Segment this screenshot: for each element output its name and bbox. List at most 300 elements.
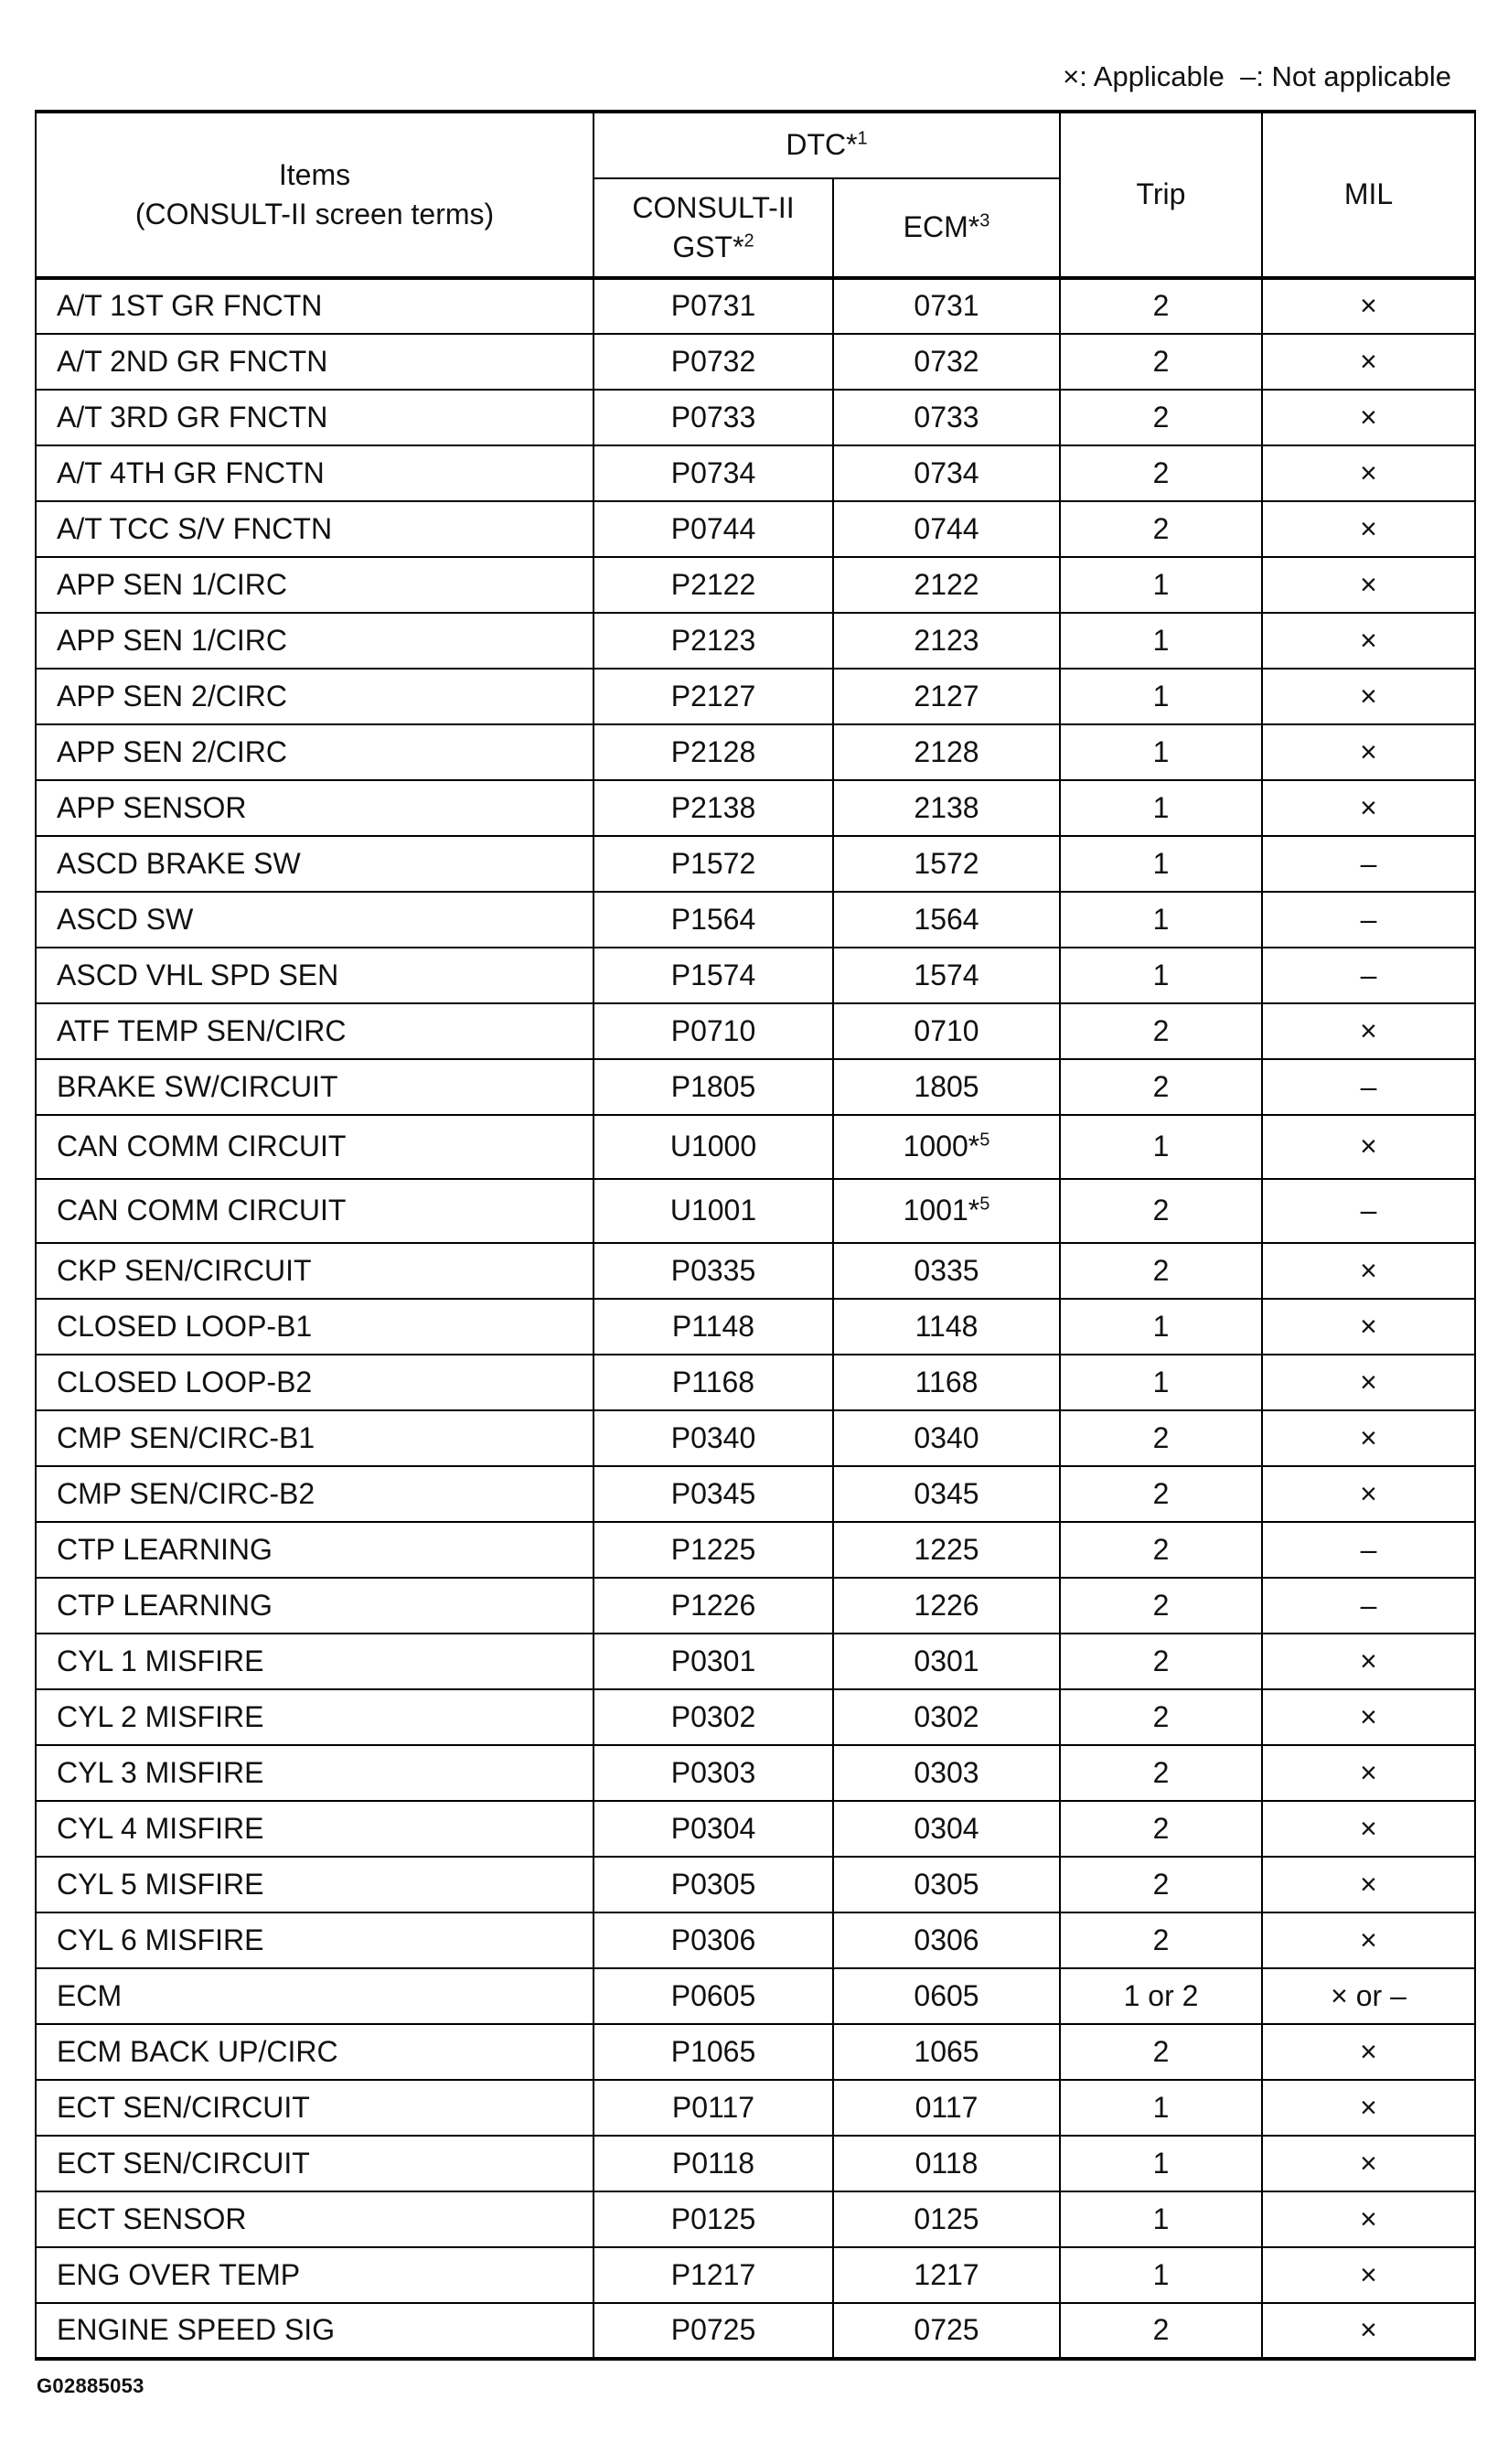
item-cell bbox=[36, 2303, 594, 2359]
consult-code-cell-text: U1000 bbox=[669, 1130, 757, 1163]
mil-cell-text: × bbox=[1360, 1755, 1377, 1789]
trip-cell-text: 1 bbox=[1152, 2257, 1170, 2291]
ecm-code-cell bbox=[833, 1522, 1060, 1578]
ecm-code-cell bbox=[833, 2024, 1060, 2080]
table-row bbox=[36, 613, 1475, 669]
item-cell-text: CYL 2 MISFIRE bbox=[57, 1699, 264, 1733]
mil-cell-text: – bbox=[1360, 1194, 1377, 1227]
item-cell bbox=[36, 1578, 594, 1634]
trip-cell bbox=[1060, 1968, 1262, 2024]
dtc-table bbox=[35, 110, 1476, 2361]
trip-cell-text: 1 bbox=[1152, 1130, 1170, 1163]
mil-cell bbox=[1262, 501, 1475, 557]
ecm-code-cell-text: 0744 bbox=[914, 511, 979, 545]
mil-cell-text: × bbox=[1360, 790, 1377, 824]
consult-code-cell bbox=[594, 948, 833, 1003]
trip-cell bbox=[1060, 613, 1262, 669]
item-cell bbox=[36, 1745, 594, 1801]
consult-code-cell bbox=[594, 669, 833, 724]
consult-code-cell bbox=[594, 724, 833, 780]
ecm-code-cell bbox=[833, 2136, 1060, 2191]
item-cell-text: ASCD BRAKE SW bbox=[57, 846, 301, 880]
mil-cell bbox=[1262, 669, 1475, 724]
item-cell bbox=[36, 836, 594, 892]
consult-code-cell-text: P0304 bbox=[670, 1811, 756, 1845]
consult-code-cell-text: P0125 bbox=[670, 2202, 756, 2235]
table-row bbox=[36, 1522, 1475, 1578]
ecm-code-cell bbox=[833, 1968, 1060, 2024]
consult-code-cell bbox=[594, 1355, 833, 1410]
ecm-code-cell bbox=[833, 1578, 1060, 1634]
consult-code-cell-text: U1001 bbox=[669, 1194, 757, 1227]
mil-cell bbox=[1262, 1857, 1475, 1912]
mil-cell bbox=[1262, 390, 1475, 445]
item-cell-text: CYL 6 MISFIRE bbox=[57, 1923, 264, 1956]
ecm-code-cell-text: 0335 bbox=[914, 1253, 979, 1287]
item-cell-text: ECM BACK UP/CIRC bbox=[57, 2034, 338, 2068]
table-row bbox=[36, 2024, 1475, 2080]
trip-cell bbox=[1060, 836, 1262, 892]
ecm-header bbox=[833, 178, 1060, 278]
not-applicable-text: : Not applicable bbox=[1256, 60, 1451, 92]
mil-cell bbox=[1262, 892, 1475, 948]
trip-cell bbox=[1060, 1857, 1262, 1912]
mil-cell-text: × bbox=[1360, 1476, 1377, 1510]
mil-cell bbox=[1262, 836, 1475, 892]
consult-code-cell bbox=[594, 1522, 833, 1578]
trip-cell bbox=[1060, 1912, 1262, 1968]
consult-code-cell bbox=[594, 1003, 833, 1059]
trip-cell-text: 1 bbox=[1152, 623, 1170, 657]
table-row bbox=[36, 1634, 1475, 1689]
ecm-code-cell-text: 1226 bbox=[914, 1588, 979, 1622]
mil-cell bbox=[1262, 1355, 1475, 1410]
figure-id: G02885053 bbox=[37, 2374, 144, 2397]
trip-cell bbox=[1060, 278, 1262, 334]
trip-cell bbox=[1060, 1115, 1262, 1179]
ecm-code-cell bbox=[833, 948, 1060, 1003]
trip-cell bbox=[1060, 390, 1262, 445]
ecm-code-cell-text: 1148 bbox=[914, 1309, 979, 1343]
consult-code-cell bbox=[594, 2191, 833, 2247]
item-cell bbox=[36, 278, 594, 334]
item-cell bbox=[36, 1410, 594, 1466]
ecm-code-cell-text: 0340 bbox=[914, 1420, 979, 1454]
mil-cell bbox=[1262, 1243, 1475, 1299]
mil-cell-text: × bbox=[1360, 623, 1377, 657]
consult-code-cell-text: P1168 bbox=[671, 1365, 755, 1398]
trip-cell-text: 2 bbox=[1152, 1476, 1170, 1510]
table-row bbox=[36, 780, 1475, 836]
mil-cell bbox=[1262, 445, 1475, 501]
mil-cell-text: × bbox=[1360, 289, 1377, 323]
trip-cell-text: 2 bbox=[1152, 2034, 1170, 2068]
consult-code-cell bbox=[594, 2024, 833, 2080]
consult-code-cell bbox=[594, 1059, 833, 1115]
mil-cell-text: × bbox=[1360, 1699, 1377, 1733]
consult-code-cell bbox=[594, 1243, 833, 1299]
trip-cell-text: 2 bbox=[1152, 1755, 1170, 1789]
item-cell bbox=[36, 948, 594, 1003]
item-cell bbox=[36, 1355, 594, 1410]
consult-code-cell bbox=[594, 1578, 833, 1634]
trip-cell bbox=[1060, 334, 1262, 390]
mil-cell-text: × bbox=[1360, 679, 1377, 712]
trip-cell-text: 2 bbox=[1152, 400, 1170, 434]
consult-code-cell bbox=[594, 278, 833, 334]
consult-code-cell bbox=[594, 390, 833, 445]
mil-cell-text: – bbox=[1360, 1588, 1377, 1622]
ecm-code-cell-text: 0303 bbox=[914, 1755, 979, 1789]
mil-cell bbox=[1262, 1466, 1475, 1522]
item-cell bbox=[36, 1243, 594, 1299]
item-cell-text: APP SEN 2/CIRC bbox=[57, 734, 287, 768]
mil-cell bbox=[1262, 948, 1475, 1003]
applicable-text: : Applicable bbox=[1079, 60, 1225, 92]
ecm-code-cell-text: 0734 bbox=[914, 455, 979, 489]
trip-cell bbox=[1060, 557, 1262, 613]
item-cell-text: APP SEN 1/CIRC bbox=[57, 567, 287, 601]
mil-cell-text: × bbox=[1360, 2257, 1377, 2291]
item-cell-text: A/T 1ST GR FNCTN bbox=[57, 289, 323, 323]
item-cell bbox=[36, 892, 594, 948]
ecm-code-cell-text: 2128 bbox=[914, 734, 979, 768]
trip-cell bbox=[1060, 948, 1262, 1003]
item-cell-text: ECT SEN/CIRCUIT bbox=[57, 2146, 310, 2180]
table-row bbox=[36, 1299, 1475, 1355]
mil-cell-text: – bbox=[1360, 1532, 1377, 1566]
consult-code-cell bbox=[594, 1857, 833, 1912]
trip-cell-text: 2 bbox=[1152, 1013, 1170, 1047]
mil-header: MIL bbox=[1262, 112, 1475, 278]
trip-cell bbox=[1060, 1179, 1262, 1243]
item-cell-text: A/T 2ND GR FNCTN bbox=[57, 344, 328, 378]
trip-cell bbox=[1060, 501, 1262, 557]
trip-cell-text: 1 bbox=[1152, 679, 1170, 712]
item-cell-text: APP SENSOR bbox=[57, 790, 247, 824]
item-cell bbox=[36, 1115, 594, 1179]
consult-code-cell bbox=[594, 1968, 833, 2024]
item-cell-text: CLOSED LOOP-B2 bbox=[57, 1365, 313, 1398]
trip-cell bbox=[1060, 1299, 1262, 1355]
mil-cell bbox=[1262, 1059, 1475, 1115]
consult-code-cell-text: P0117 bbox=[671, 2090, 755, 2124]
trip-cell bbox=[1060, 892, 1262, 948]
table-row bbox=[36, 2247, 1475, 2303]
mil-cell bbox=[1262, 334, 1475, 390]
consult-header-line1: CONSULT-II bbox=[632, 190, 795, 224]
trip-cell-text: 2 bbox=[1152, 1867, 1170, 1901]
mil-cell bbox=[1262, 613, 1475, 669]
mil-cell bbox=[1262, 2191, 1475, 2247]
consult-code-cell-text: P1805 bbox=[670, 1069, 756, 1103]
item-cell-text: CMP SEN/CIRC-B1 bbox=[57, 1420, 316, 1454]
consult-code-cell bbox=[594, 613, 833, 669]
item-cell bbox=[36, 2247, 594, 2303]
item-cell-text: CYL 3 MISFIRE bbox=[57, 1755, 264, 1789]
item-cell bbox=[36, 724, 594, 780]
consult-code-cell bbox=[594, 1912, 833, 1968]
ecm-code-cell bbox=[833, 1355, 1060, 1410]
item-cell-text: CYL 1 MISFIRE bbox=[57, 1644, 264, 1677]
table-row bbox=[36, 724, 1475, 780]
mil-cell bbox=[1262, 1689, 1475, 1745]
item-cell bbox=[36, 2080, 594, 2136]
item-cell-text: ENGINE SPEED SIG bbox=[57, 2313, 336, 2347]
trip-cell bbox=[1060, 1634, 1262, 1689]
consult-code-cell-text: P0731 bbox=[670, 289, 756, 323]
applicable-symbol: × bbox=[1063, 60, 1080, 92]
table-row bbox=[36, 278, 1475, 334]
legend bbox=[1063, 60, 1451, 93]
ecm-code-cell-text: 0301 bbox=[914, 1644, 979, 1677]
consult-code-cell-text: P1148 bbox=[671, 1309, 755, 1343]
trip-cell-text: 1 bbox=[1152, 1309, 1170, 1343]
item-cell bbox=[36, 1466, 594, 1522]
trip-cell bbox=[1060, 669, 1262, 724]
dtc-header-text: DTC* bbox=[786, 128, 858, 162]
table-row bbox=[36, 1115, 1475, 1179]
mil-cell bbox=[1262, 1801, 1475, 1857]
ecm-code-cell bbox=[833, 613, 1060, 669]
ecm-code-cell bbox=[833, 1634, 1060, 1689]
ecm-code-cell bbox=[833, 390, 1060, 445]
ecm-code-cell-text: 0710 bbox=[914, 1013, 979, 1047]
ecm-code-cell bbox=[833, 2191, 1060, 2247]
ecm-header-text: ECM* bbox=[903, 210, 980, 244]
mil-cell-text: × bbox=[1360, 1420, 1377, 1454]
item-cell bbox=[36, 390, 594, 445]
trip-header: Trip bbox=[1060, 112, 1262, 278]
consult-code-cell bbox=[594, 892, 833, 948]
item-cell-text: ECT SENSOR bbox=[57, 2202, 247, 2235]
dtc-header bbox=[594, 112, 1060, 178]
ecm-code-cell-text: 0302 bbox=[914, 1699, 979, 1733]
consult-code-cell-text: P1572 bbox=[670, 846, 756, 880]
ecm-code-cell-text: 0305 bbox=[914, 1867, 979, 1901]
consult-code-cell-text: P0710 bbox=[670, 1013, 756, 1047]
ecm-code-cell-text: 0725 bbox=[914, 2313, 979, 2347]
item-cell bbox=[36, 1857, 594, 1912]
consult-code-cell-text: P0340 bbox=[670, 1420, 756, 1454]
mil-cell-text: × bbox=[1360, 1013, 1377, 1047]
ecm-code-cell bbox=[833, 2080, 1060, 2136]
mil-cell-text: × bbox=[1360, 1130, 1377, 1163]
item-cell-text: ASCD SW bbox=[57, 902, 194, 936]
ecm-code-cell bbox=[833, 1059, 1060, 1115]
trip-cell-text: 1 bbox=[1152, 734, 1170, 768]
ecm-code-cell-text: 0732 bbox=[914, 344, 979, 378]
item-cell-text: CTP LEARNING bbox=[57, 1588, 273, 1622]
consult-code-cell bbox=[594, 1299, 833, 1355]
mil-cell-text: × bbox=[1360, 1309, 1377, 1343]
trip-cell bbox=[1060, 1689, 1262, 1745]
trip-cell-text: 2 bbox=[1152, 1069, 1170, 1103]
item-cell-text: CAN COMM CIRCUIT bbox=[57, 1130, 347, 1163]
ecm-code-cell bbox=[833, 1243, 1060, 1299]
mil-cell-text: × bbox=[1360, 1923, 1377, 1956]
mil-cell-text: × bbox=[1360, 400, 1377, 434]
trip-cell-text: 1 bbox=[1152, 1365, 1170, 1398]
mil-cell-text: × bbox=[1360, 1811, 1377, 1845]
ecm-code-cell-text: 0605 bbox=[914, 1978, 979, 2012]
ecm-code-cell-text: 1000* bbox=[903, 1130, 980, 1163]
consult-code-cell-text: P0725 bbox=[670, 2313, 756, 2347]
item-cell bbox=[36, 1299, 594, 1355]
consult-code-cell bbox=[594, 2080, 833, 2136]
item-cell-text: APP SEN 1/CIRC bbox=[57, 623, 287, 657]
ecm-code-cell bbox=[833, 1912, 1060, 1968]
ecm-code-cell-text: 0304 bbox=[914, 1811, 979, 1845]
mil-cell bbox=[1262, 1115, 1475, 1179]
ecm-footnote: 3 bbox=[979, 210, 990, 231]
consult-code-cell-text: P0306 bbox=[670, 1923, 756, 1956]
consult-code-cell bbox=[594, 2136, 833, 2191]
item-cell-text: ECM bbox=[57, 1978, 123, 2012]
table-row bbox=[36, 1578, 1475, 1634]
table-row bbox=[36, 390, 1475, 445]
consult-code-cell-text: P1217 bbox=[670, 2257, 756, 2291]
table-row bbox=[36, 2303, 1475, 2359]
item-cell bbox=[36, 445, 594, 501]
table-row bbox=[36, 1410, 1475, 1466]
ecm-code-cell bbox=[833, 278, 1060, 334]
table-row bbox=[36, 1059, 1475, 1115]
consult-code-cell-text: P0305 bbox=[670, 1867, 756, 1901]
table-row bbox=[36, 948, 1475, 1003]
ecm-code-cell bbox=[833, 1115, 1060, 1179]
mil-cell-text: – bbox=[1360, 1069, 1377, 1103]
consult-code-cell-text: P0118 bbox=[671, 2146, 755, 2180]
mil-cell bbox=[1262, 1522, 1475, 1578]
item-cell bbox=[36, 1179, 594, 1243]
trip-cell-text: 2 bbox=[1152, 1811, 1170, 1845]
consult-code-cell-text: P0733 bbox=[670, 400, 756, 434]
trip-cell bbox=[1060, 1059, 1262, 1115]
consult-code-cell bbox=[594, 1801, 833, 1857]
consult-code-cell bbox=[594, 836, 833, 892]
consult-code-cell-text: P0345 bbox=[670, 1476, 756, 1510]
ecm-code-cell-text: 1564 bbox=[914, 902, 979, 936]
ecm-code-cell bbox=[833, 780, 1060, 836]
item-cell bbox=[36, 1634, 594, 1689]
consult-code-cell-text: P0744 bbox=[670, 511, 756, 545]
consult-code-cell-text: P0335 bbox=[670, 1253, 756, 1287]
ecm-code-cell bbox=[833, 1410, 1060, 1466]
consult-code-cell-text: P0301 bbox=[670, 1644, 756, 1677]
consult-header-line2: GST* bbox=[672, 230, 744, 263]
consult-code-cell bbox=[594, 557, 833, 613]
consult-header bbox=[594, 178, 833, 278]
ecm-code-cell bbox=[833, 2247, 1060, 2303]
ecm-code-cell bbox=[833, 1857, 1060, 1912]
item-cell bbox=[36, 1059, 594, 1115]
not-applicable-symbol: – bbox=[1240, 60, 1257, 92]
mil-cell-text: × bbox=[1360, 734, 1377, 768]
ecm-code-cell-text: 0118 bbox=[914, 2146, 979, 2180]
mil-cell bbox=[1262, 557, 1475, 613]
item-cell bbox=[36, 501, 594, 557]
item-cell bbox=[36, 613, 594, 669]
mil-cell-text: × bbox=[1360, 2146, 1377, 2180]
item-cell bbox=[36, 2024, 594, 2080]
trip-cell-text: 2 bbox=[1152, 289, 1170, 323]
table-row bbox=[36, 557, 1475, 613]
table-row bbox=[36, 1745, 1475, 1801]
consult-code-cell-text: P2127 bbox=[670, 679, 756, 712]
ecm-code-cell-text: 1572 bbox=[914, 846, 979, 880]
trip-cell-text: 2 bbox=[1152, 2313, 1170, 2347]
mil-cell-text: × bbox=[1360, 1365, 1377, 1398]
mil-cell bbox=[1262, 1578, 1475, 1634]
item-cell bbox=[36, 1801, 594, 1857]
ecm-code-cell-text: 1065 bbox=[914, 2034, 979, 2068]
item-cell bbox=[36, 1912, 594, 1968]
table-row bbox=[36, 1355, 1475, 1410]
mil-cell-text: – bbox=[1360, 846, 1377, 880]
consult-code-cell bbox=[594, 445, 833, 501]
trip-cell-text: 2 bbox=[1152, 1194, 1170, 1227]
ecm-code-cell bbox=[833, 2303, 1060, 2359]
consult-footnote: 2 bbox=[743, 230, 754, 252]
trip-cell-text: 2 bbox=[1152, 511, 1170, 545]
dtc-footnote: 1 bbox=[857, 128, 868, 149]
table-row bbox=[36, 2191, 1475, 2247]
ecm-code-cell bbox=[833, 1299, 1060, 1355]
mil-cell-text: × bbox=[1360, 2202, 1377, 2235]
trip-cell bbox=[1060, 2136, 1262, 2191]
consult-code-cell bbox=[594, 2247, 833, 2303]
trip-cell bbox=[1060, 1410, 1262, 1466]
trip-cell-text: 2 bbox=[1152, 1644, 1170, 1677]
ecm-code-cell-text: 2127 bbox=[914, 679, 979, 712]
mil-cell-text: × bbox=[1360, 2034, 1377, 2068]
mil-cell bbox=[1262, 1968, 1475, 2024]
item-cell bbox=[36, 780, 594, 836]
table-row bbox=[36, 2080, 1475, 2136]
item-cell bbox=[36, 2191, 594, 2247]
consult-code-cell bbox=[594, 1634, 833, 1689]
mil-cell bbox=[1262, 2024, 1475, 2080]
consult-code-cell bbox=[594, 1410, 833, 1466]
consult-code-cell bbox=[594, 780, 833, 836]
trip-cell bbox=[1060, 2247, 1262, 2303]
consult-code-cell-text: P2128 bbox=[670, 734, 756, 768]
ecm-code-cell-text: 2138 bbox=[914, 790, 979, 824]
table-row bbox=[36, 892, 1475, 948]
mil-cell bbox=[1262, 1179, 1475, 1243]
table-row bbox=[36, 1179, 1475, 1243]
trip-cell-text: 1 bbox=[1152, 958, 1170, 991]
table-row bbox=[36, 1689, 1475, 1745]
trip-cell bbox=[1060, 445, 1262, 501]
trip-cell bbox=[1060, 1243, 1262, 1299]
consult-code-cell bbox=[594, 2303, 833, 2359]
mil-cell-text: × bbox=[1360, 455, 1377, 489]
table-row bbox=[36, 1243, 1475, 1299]
ecm-code-cell-text: 0125 bbox=[914, 2202, 979, 2235]
items-header bbox=[36, 112, 594, 278]
item-cell bbox=[36, 557, 594, 613]
ecm-code-cell-text: 0345 bbox=[914, 1476, 979, 1510]
consult-code-cell-text: P2138 bbox=[670, 790, 756, 824]
trip-cell-text: 2 bbox=[1152, 1588, 1170, 1622]
item-cell-text: A/T TCC S/V FNCTN bbox=[57, 511, 333, 545]
trip-cell bbox=[1060, 1578, 1262, 1634]
consult-code-cell-text: P1226 bbox=[670, 1588, 756, 1622]
consult-code-cell bbox=[594, 1466, 833, 1522]
ecm-code-cell-text: 2123 bbox=[914, 623, 979, 657]
